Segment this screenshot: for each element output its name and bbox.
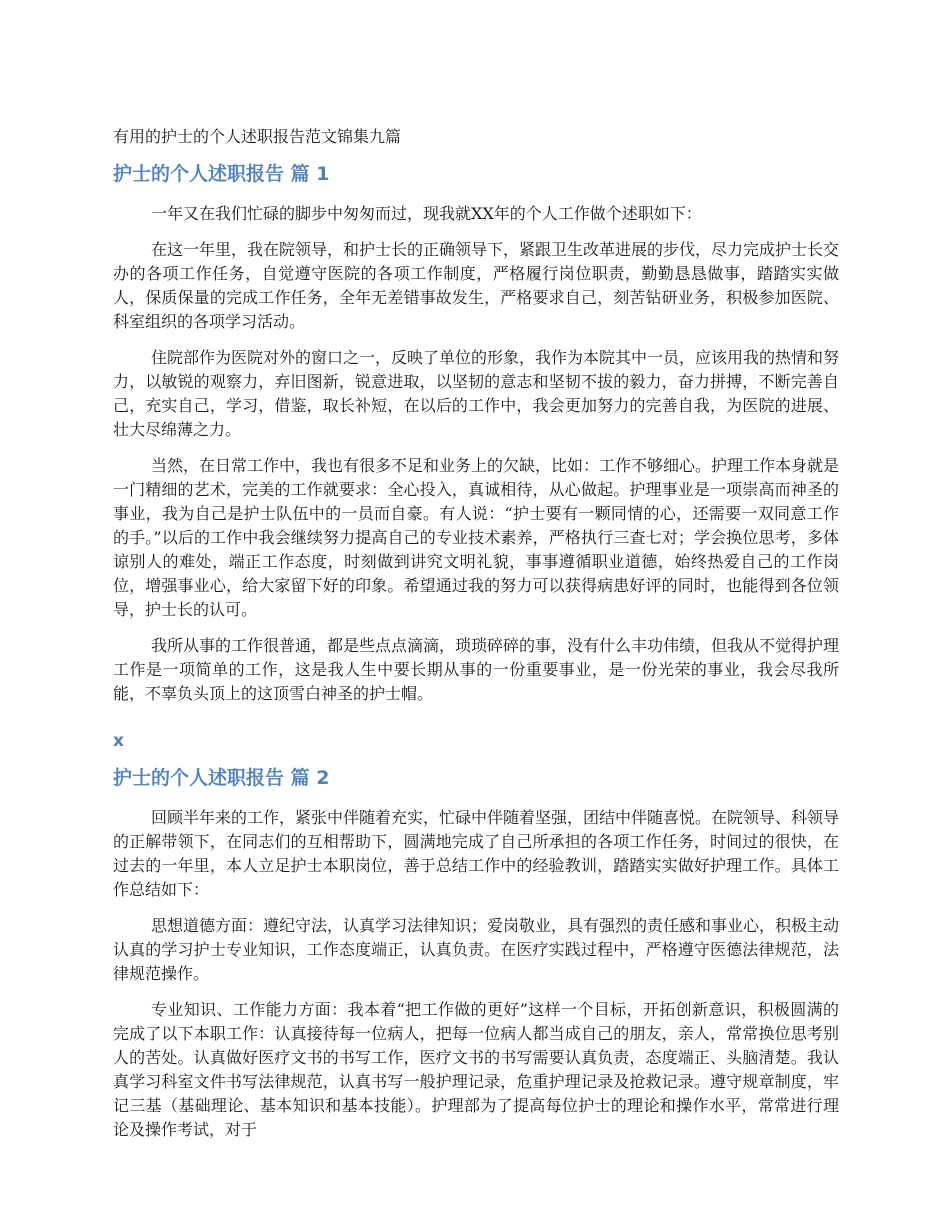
paragraph: 在这一年里，我在院领导，和护士长的正确领导下，紧跟卫生改革进展的步伐，尽力完成护士长交办的各项工作任务，自觉遵守医院的各项工作制度，严格履行岗位职责，勤勤恳恳做事，踏踏实实做人，保质保量的完成工作任务，全年无差错事故发生，严格要求自己，刻苦钻研业务，积极参加医院、科室组织的各项学习活动。 xyxy=(113,240,840,331)
section-1 xyxy=(113,160,839,706)
section-heading: 护士的个人述职报告 篇 2 xyxy=(113,767,330,789)
section-2 xyxy=(113,764,839,1142)
paragraph: 一年又在我们忙碌的脚步中匆匆而过，现我就XX年的个人工作做个述职如下： xyxy=(151,204,702,223)
section-heading: 护士的个人述职报告 篇 1 xyxy=(113,163,330,185)
paragraph: 思想道德方面：遵纪守法，认真学习法律知识；爱岗敬业，具有强烈的责任感和事业心，积极主动认真的学习护士专业知识，工作态度端正，认真负责。在医疗实践过程中，严格遵守医德法律规范，法律规范操作。 xyxy=(113,916,840,983)
document-page xyxy=(113,124,839,1154)
document-title: 有用的护士的个人述职报告范文锦集九篇 xyxy=(113,127,402,146)
paragraph: 回顾半年来的工作，紧张中伴随着充实，忙碌中伴随着坚强，团结中伴随喜悦。在院领导、科领导的正解带领下，在同志们的互相帮助下，圆满地完成了自己所承担的各项工作任务，时间过的很快，在过去的一年里，本人立足护士本职岗位，善于总结工作中的经验教训，踏踏实实做好护理工作。具体工作总结如下： xyxy=(113,808,840,899)
paragraph: 我所从事的工作很普通，都是些点点滴滴，琐琐碎碎的事，没有什么丰功伟绩，但我从不觉得护理工作是一项简单的工作，这是我人生中要长期从事的一份重要事业，是一份光荣的事业，我会尽我所能，不辜负头顶上的这顶雪白神圣的护士帽。 xyxy=(113,636,840,703)
paragraph: 住院部作为医院对外的窗口之一，反映了单位的形象，我作为本院其中一员，应该用我的热情和努力，以敏锐的观察力，弃旧图新，锐意进取，以坚韧的意志和坚韧不拔的毅力，奋力拼搏，不断完善自己，充实自己，学习，借鉴，取长补短，在以后的工作中，我会更加努力的完善自我，为医院的进展、壮大尽绵薄之力。 xyxy=(113,348,840,439)
paragraph: 专业知识、工作能力方面：我本着“把工作做的更好”这样一个目标，开拓创新意识，积极圆满的完成了以下本职工作：认真接待每一位病人，把每一位病人都当成自己的朋友，亲人，常常换位思考别人的苦处。认真做好医疗文书的书写工作，医疗文书的书写需要认真负责，态度端正、头脑清楚。我认真学习科室文件书写法律规范，认真书写一般护理记录，危重护理记录及抢救记录。遵守规章制度，牢记三基（基础理论、基本知识和基本技能）。护理部为了提高每位护士的理论和操作水平，常常进行理论及操作考试，对于 xyxy=(113,1000,839,1139)
paragraph: 当然，在日常工作中，我也有很多不足和业务上的欠缺，比如：工作不够细心。护理工作本身就是一门精细的艺术，完美的工作就要求：全心投入，真诚相待，从心做起。护理事业是一项崇高而神圣的事业，我为自己是护士队伍中的一员而自豪。有人说：“护士要有一颗同情的心，还需要一双同意工作的手。”以后的工作中我会继续努力提高自己的专业技术素养，严格执行三查七对；学会换位思考，多体谅别人的难处，端正工作态度，时刻做到讲究文明礼貌，事事遵循职业道德，始终热爱自己的工作岗位，增强事业心，给大家留下好的印象。希望通过我的努力可以获得病患好评的同时，也能得到各位领导，护士长的认可。 xyxy=(113,456,840,619)
section-separator: x xyxy=(113,731,124,751)
